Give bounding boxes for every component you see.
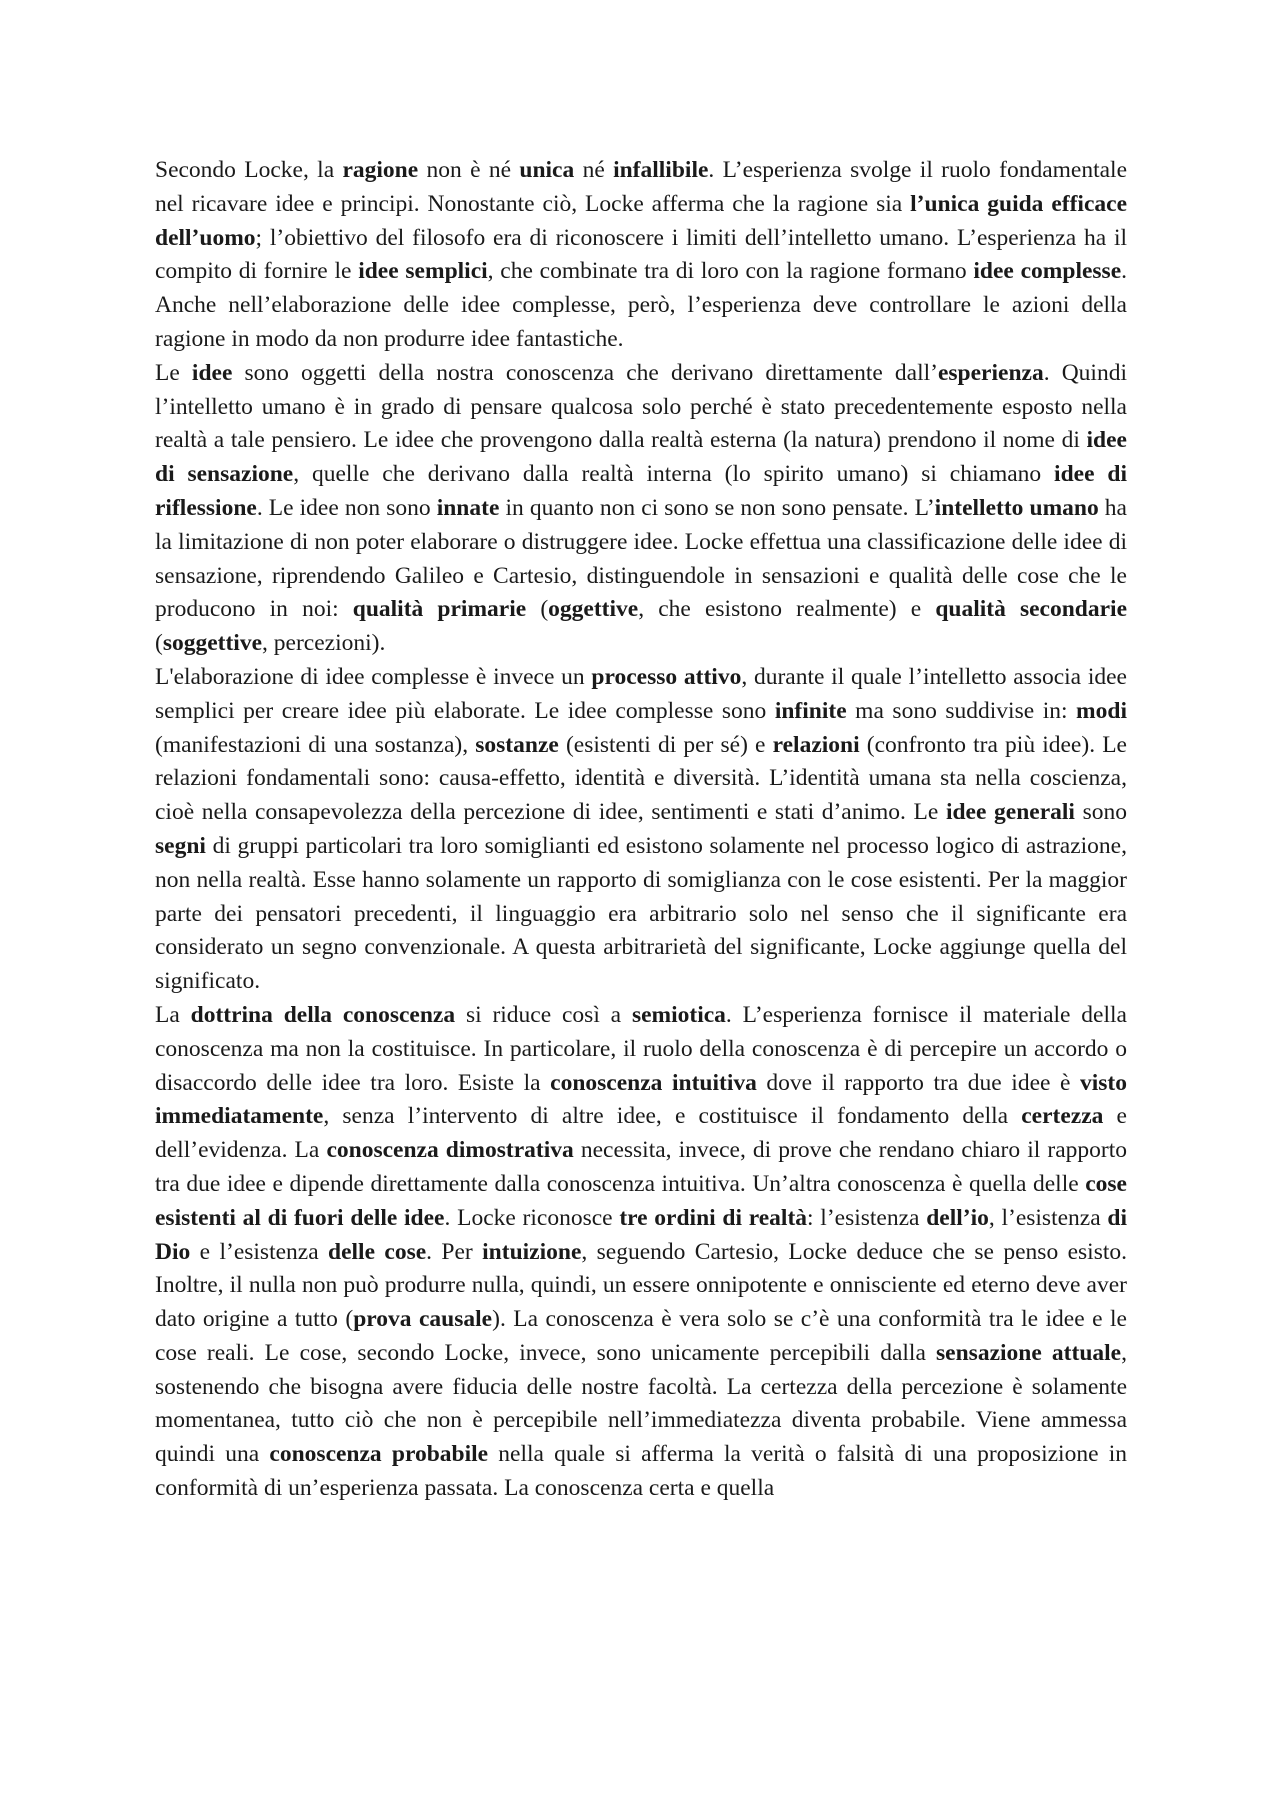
text-run: si riduce così a <box>455 1001 632 1028</box>
bold-term: idee di sensazione <box>155 427 1127 488</box>
bold-term: semiotica <box>631 1001 726 1028</box>
text-run: ). La conoscenza è vera solo se c’è una conformità tra le idee e le cose reali. Le cose, secondo Locke, invece, sono unicamente percepibili dalla <box>155 1306 1127 1366</box>
text-run: ha la limitazione di non poter elaborare o distruggere idee. Locke effettua una classificazione delle idee di sensazione, riprendendo Galileo e Cartesio, distinguendole in sensazioni e qualità delle cose che le producono in noi: <box>155 494 1127 623</box>
bold-term: innate <box>436 494 500 521</box>
text-run: Le <box>155 359 192 386</box>
bold-term: processo attivo <box>591 663 742 690</box>
paragraph <box>155 357 1127 661</box>
text-run: , senza l’intervento di altre idee, e costituisce il fondamento della <box>323 1103 1022 1130</box>
bold-term: cose esistenti al di fuori delle idee <box>155 1170 1127 1231</box>
bold-term: idee di riflessione <box>155 461 1127 521</box>
text-run: sono oggetti della nostra conoscenza che derivano direttamente dall’ <box>232 359 938 386</box>
bold-term: l’unica guida efficace dell’uomo <box>155 190 1127 251</box>
bold-term: conoscenza dimostrativa <box>326 1137 574 1164</box>
bold-term: idee semplici <box>358 258 488 285</box>
text-run: . Anche nell’elaborazione delle idee complesse, però, l’esperienza deve controllare le azioni della ragione in modo da non produrre idee fantastiche. <box>155 258 1127 352</box>
bold-term: intuizione <box>482 1238 582 1265</box>
paragraph <box>155 661 1127 999</box>
text-run: L'elaborazione di idee complesse è invece un <box>155 663 592 690</box>
bold-term: idee <box>191 359 233 386</box>
bold-term: esperienza <box>937 359 1044 386</box>
bold-term: intelletto umano <box>934 494 1099 521</box>
paragraph <box>155 154 1127 357</box>
text-run: e l’esistenza <box>190 1238 329 1265</box>
text-run: ma sono suddivise in: <box>846 697 1077 724</box>
text-run: , durante il quale l’intelletto associa idee semplici per creare idee più elaborate. Le idee complesse sono <box>155 663 1127 724</box>
text-run: e dell’evidenza. La <box>155 1103 1127 1164</box>
text-run: , che esistono realmente) e <box>638 596 936 623</box>
bold-term: idee generali <box>945 799 1075 826</box>
bold-term: infinite <box>774 697 847 724</box>
bold-term: sensazione attuale <box>936 1339 1122 1366</box>
bold-term: conoscenza intuitiva <box>550 1069 757 1096</box>
bold-term: dottrina della conoscenza <box>190 1001 456 1028</box>
bold-term: oggettive <box>548 596 639 623</box>
bold-term: di Dio <box>155 1204 1127 1265</box>
text-run: non è né <box>418 157 520 183</box>
text-run: . Le idee non sono <box>256 494 437 521</box>
bold-term: segni <box>155 832 206 859</box>
text-run: . L’esperienza fornisce il materiale della conoscenza ma non la costituisce. In particolare, il ruolo della conoscenza è di percepire un accordo o disaccordo delle idee tra loro. Esiste la <box>155 1001 1127 1096</box>
bold-term: unica <box>519 157 575 183</box>
text-run: di gruppi particolari tra loro somiglianti ed esistono solamente nel processo logico di astrazione, non nella realtà. Esse hanno solamente un rapporto di somiglianza con le cose esistenti. Per la maggior parte dei pensatori precedenti, il linguaggio era arbitrario solo nel senso che il significante era considerato un segno convenzionale. A questa arbitrarietà del significante, Locke aggiunge quella del significato. <box>155 832 1127 995</box>
text-run: . Quindi l’intelletto umano è in grado di pensare qualcosa solo perché è stato precedentemente esposto nella realtà a tale pensiero. Le idee che provengono dalla realtà esterna (la natura) prendono il nome di <box>155 359 1127 454</box>
text-run: , quelle che derivano dalla realtà interna (lo spirito umano) si chiamano <box>293 461 1055 488</box>
text-run: in quanto non ci sono se non sono pensate. L’ <box>499 494 935 521</box>
text-run: . Per <box>426 1238 483 1265</box>
text-run: . L’esperienza svolge il ruolo fondamentale nel ricavare idee e principi. Nonostante ciò, Locke afferma che la ragione sia <box>155 157 1127 217</box>
bold-term: prova causale <box>353 1306 493 1333</box>
bold-term: tre ordini di realtà <box>619 1204 808 1231</box>
bold-term: sostanze <box>475 731 559 758</box>
bold-term: idee complesse <box>973 258 1122 285</box>
text-run: , sostenendo che bisogna avere fiducia delle nostre facoltà. La certezza della percezione è solamente momentanea, tutto ciò che non è percepibile nell’immediatezza diventa probabile. Viene ammessa quindi una <box>155 1339 1127 1468</box>
text-run: né <box>574 157 614 183</box>
bold-term: qualità secondarie <box>935 596 1128 623</box>
text-run: nella quale si afferma la verità o falsità di una proposizione in conformità di un’esperienza passata. La conoscenza certa e quella <box>155 1441 1127 1502</box>
text-run: sono <box>1074 799 1127 826</box>
text-run: : l’esistenza <box>807 1204 927 1231</box>
document-body <box>155 154 1127 1506</box>
paragraph <box>155 999 1127 1506</box>
bold-term: infallibile <box>613 157 709 183</box>
bold-term: conoscenza probabile <box>269 1441 489 1468</box>
text-run: dove il rapporto tra due idee è <box>756 1069 1080 1096</box>
text-run: , seguendo Cartesio, Locke deduce che se penso esisto. Inoltre, il nulla non può produrre nulla, quindi, un essere onnipotente e onnisciente ed eterno deve aver dato origine a tutto ( <box>155 1238 1128 1333</box>
bold-term: ragione <box>342 157 419 183</box>
text-run: necessita, invece, di prove che rendano chiaro il rapporto tra due idee e dipende direttamente dalla conoscenza intuitiva. Un’altra conoscenza è quella delle <box>155 1137 1128 1197</box>
text-run: , che combinate tra di loro con la ragione formano <box>487 258 974 285</box>
text-run: (manifestazioni di una sostanza), <box>155 731 476 758</box>
bold-term: qualità primarie <box>352 596 527 623</box>
text-run: , l’esistenza <box>988 1204 1108 1231</box>
bold-term: modi <box>1076 697 1127 724</box>
text-run: ( <box>526 596 549 623</box>
bold-term: dell’io <box>926 1204 989 1231</box>
bold-term: soggettive <box>162 630 263 657</box>
bold-term: certezza <box>1021 1103 1104 1130</box>
text-run: (esistenti di per sé) e <box>558 731 773 758</box>
bold-term: visto immediatamente <box>155 1069 1127 1130</box>
text-run: La <box>155 1001 191 1028</box>
text-run: , percezioni). <box>262 630 386 657</box>
bold-term: relazioni <box>772 731 860 758</box>
text-run: ; l’obiettivo del filosofo era di riconoscere i limiti dell’intelletto umano. L’esperienza ha il compito di fornire le <box>155 224 1127 285</box>
text-run: ( <box>155 630 163 657</box>
text-run: . Locke riconosce <box>444 1204 620 1231</box>
text-run: (confronto tra più idee). Le relazioni fondamentali sono: causa-effetto, identità e diversità. L’identità umana sta nella coscienza, cioè nella consapevolezza della percezione di idee, sentimenti e stati d’animo. Le <box>155 731 1127 826</box>
text-run: Secondo Locke, la <box>155 157 343 183</box>
bold-term: delle cose <box>328 1238 427 1265</box>
